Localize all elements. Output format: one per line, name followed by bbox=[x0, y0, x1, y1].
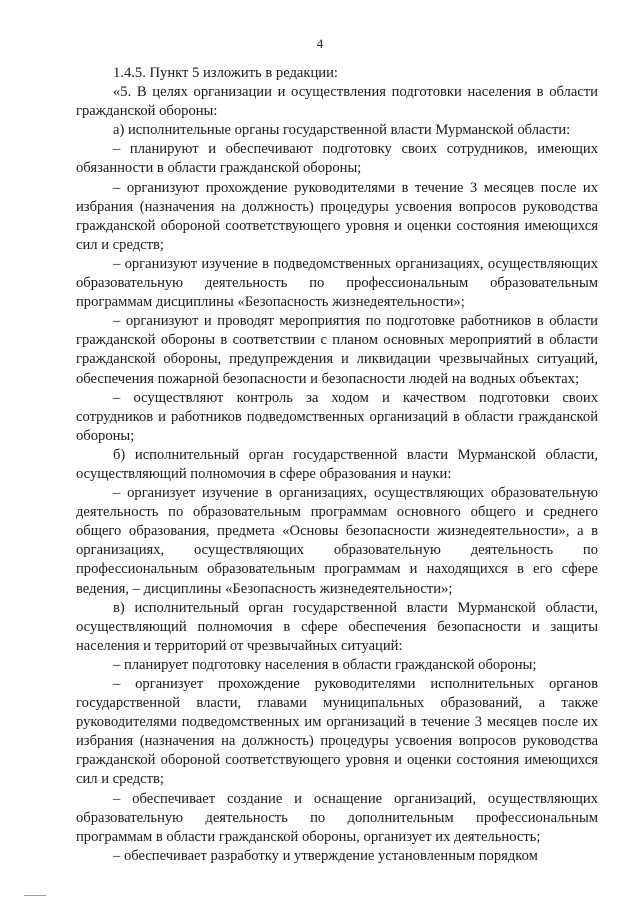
paragraph: 1.4.5. Пункт 5 изложить в редакции: bbox=[113, 65, 338, 81]
paragraph: – организует прохождение руководителями исполнительных органов государственной власти, главами муниципальных образований, а также руководителями подведомственных им организаций в течение 3 месяцев после их избрания (назначения на должность) процедуры усвоения вопросов руководства гражданской обороной соответствующего уровня и оценки состояния имеющихся сил и средств; bbox=[76, 676, 598, 788]
paragraph: в) исполнительный орган государственной власти Мурманской области, осуществляющий полномочия в сфере обеспечения безопасности и защиты населения и территорий от чрезвычайных ситуаций: bbox=[76, 599, 598, 654]
document-body bbox=[76, 64, 598, 866]
paragraph: – планируют и обеспечивают подготовку своих сотрудников, имеющих обязанности в области гражданской обороны; bbox=[76, 141, 598, 177]
paragraph: – организует изучение в организациях, осуществляющих образовательную деятельность по образовательным программам основного общего и среднего общего образования, предмета «Основы безопасности жизнедеятельности», а в организациях, осуществляющих образовательную деятельность по профессиональным образовательным программам и находящихся в его сфере ведения, – дисциплины «Безопасность жизнедеятельности»; bbox=[76, 485, 598, 597]
paragraph: – организуют изучение в подведомственных организациях, осуществляющих образовательную деятельность по профессиональным образовательным программам дисциплины «Безопасность жизнедеятельности»; bbox=[76, 255, 598, 311]
paragraph: – организуют прохождение руководителями в течение 3 месяцев после их избрания (назначения на должность) процедуры усвоения вопросов руководства гражданской обороной соответствующего уровня и оценки состояния имеющихся сил и средств; bbox=[76, 179, 598, 253]
paragraph: – обеспечивает разработку и утверждение установленным порядком bbox=[113, 847, 538, 864]
scan-edge-mark bbox=[24, 895, 46, 896]
page-number: 4 bbox=[316, 36, 324, 51]
paragraph: – планирует подготовку населения в области гражданской обороны; bbox=[113, 656, 537, 673]
paragraph: а) исполнительные органы государственной власти Мурманской области: bbox=[113, 122, 571, 139]
paragraph: б) исполнительный орган государственной власти Мурманской области, осуществляющий полномочия в сфере образования и науки: bbox=[76, 446, 598, 482]
paragraph: – обеспечивает создание и оснащение организаций, осуществляющих образовательную деятельность по дополнительным профессиональным программам в области гражданской обороны, организует их деятельность; bbox=[76, 790, 598, 845]
paragraph: – осуществляют контроль за ходом и качеством подготовки своих сотрудников и работников подведомственных организаций в области гражданской обороны; bbox=[76, 389, 598, 444]
paragraph: «5. В целях организации и осуществления подготовки населения в области гражданской обороны: bbox=[76, 84, 598, 120]
paragraph: – организуют и проводят мероприятия по подготовке работников в области гражданской обороны в соответствии с планом основных мероприятий в области гражданской обороны, предупреждения и ликвидации чрезвычайных ситуаций, обеспечения пожарной безопасности и безопасности людей на водных объектах; bbox=[76, 313, 598, 387]
